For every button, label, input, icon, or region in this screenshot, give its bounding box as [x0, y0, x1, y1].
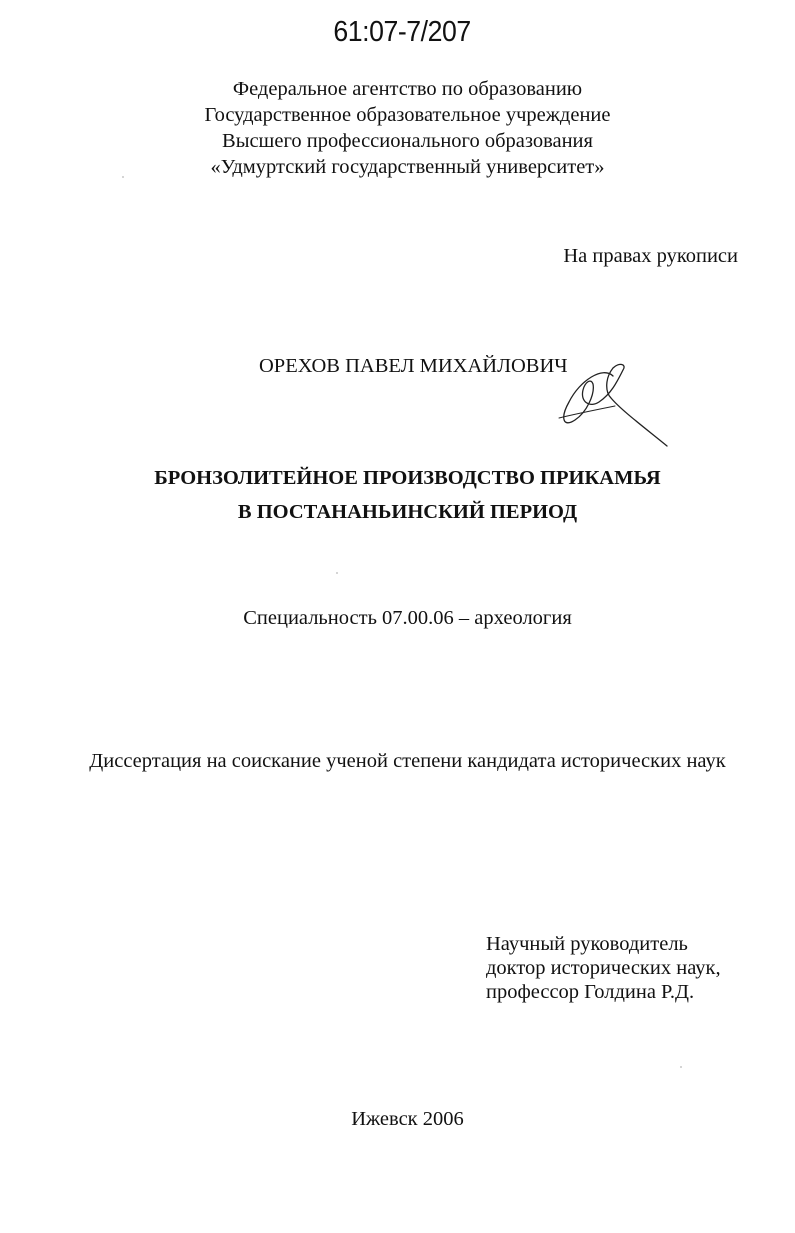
- dissertation-title: [0, 461, 795, 529]
- catalog-number: 61:07-7/207: [333, 16, 471, 48]
- author-signature: [555, 358, 670, 453]
- institution-block: [0, 76, 795, 180]
- institution-line: Федеральное агентство по образованию: [232, 78, 583, 100]
- city-year: Ижевск 2006: [351, 1108, 464, 1130]
- specialty-line: Специальность 07.00.06 – археология: [243, 607, 572, 629]
- title-line-1: БРОНЗОЛИТЕЙНОЕ ПРОИЗВОДСТВО ПРИКАМЬЯ: [154, 467, 661, 489]
- author-name: ОРЕХОВ ПАВЕЛ МИХАЙЛОВИЧ: [259, 355, 568, 377]
- institution-line: Государственное образовательное учреждение: [204, 104, 611, 126]
- supervisor-line: доктор исторических наук,: [486, 957, 721, 979]
- scan-speck: [122, 176, 124, 178]
- supervisor-line: профессор Голдина Р.Д.: [486, 981, 695, 1003]
- degree-line: Диссертация на соискание ученой степени кандидата исторических наук: [89, 750, 726, 772]
- catalog-stamp: [32, 16, 763, 49]
- institution-line: Высшего профессионального образования: [222, 130, 593, 152]
- scan-speck: [680, 1066, 682, 1068]
- institution-line: «Удмуртский государственный университет»: [210, 156, 605, 178]
- rights-note: На правах рукописи: [563, 245, 738, 267]
- supervisor-line: Научный руководитель: [486, 933, 688, 955]
- title-line-2: В ПОСТАНАНЬИНСКИЙ ПЕРИОД: [237, 501, 578, 523]
- supervisor-block: [486, 932, 721, 1004]
- scan-speck: [336, 572, 338, 574]
